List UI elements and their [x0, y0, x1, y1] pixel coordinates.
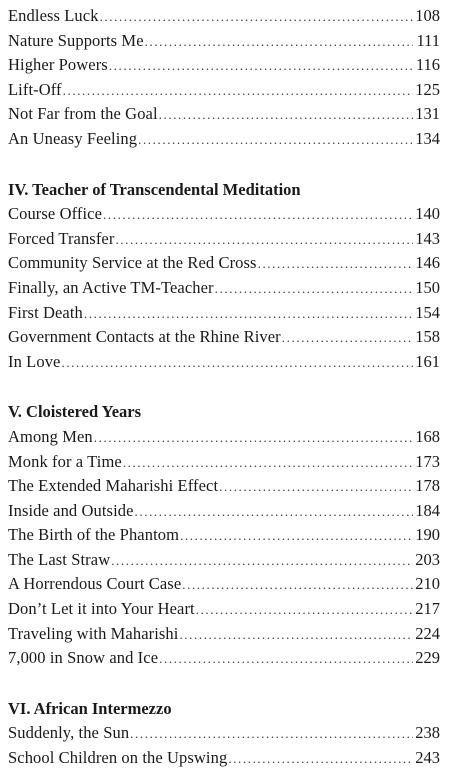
- entry-title: Course Office: [8, 204, 103, 224]
- dot-leader: [109, 54, 413, 79]
- entry-title: Government Contacts at the Rhine River: [8, 327, 281, 347]
- page-number: 116: [415, 55, 440, 75]
- toc-entry: [8, 425, 440, 450]
- dot-leader: [258, 252, 413, 277]
- page-number: 184: [415, 500, 440, 520]
- toc-entry: [8, 127, 440, 152]
- page-number: 229: [415, 648, 440, 668]
- dot-leader: [145, 30, 413, 55]
- entry-title: Lift-Off: [8, 79, 62, 99]
- page-number: 125: [415, 79, 440, 99]
- toc-entry: [8, 227, 440, 252]
- dot-leader: [100, 5, 413, 30]
- page-number: 210: [415, 574, 440, 594]
- entry-title: Traveling with Maharishi: [8, 623, 179, 643]
- entry-title: Endless Luck: [8, 6, 99, 25]
- entry-title: Forced Transfer: [8, 228, 115, 248]
- entry-title: Among Men: [8, 426, 93, 446]
- table-of-contents: [8, 4, 440, 771]
- dot-leader: [61, 351, 413, 376]
- toc-entry: [8, 721, 440, 746]
- entry-title: Inside and Outside: [8, 500, 134, 520]
- toc-entry: [8, 53, 440, 78]
- dot-leader: [196, 598, 413, 623]
- page-number: 203: [415, 549, 440, 569]
- entry-title: Finally, an Active TM-Teacher: [8, 277, 214, 297]
- dot-leader: [135, 500, 413, 525]
- entry-title: The Extended Maharishi Effect: [8, 476, 219, 496]
- dot-leader: [219, 475, 413, 500]
- toc-entry: [8, 622, 440, 647]
- toc-entry: [8, 548, 440, 573]
- page-number: 134: [415, 128, 440, 148]
- toc-entry: [8, 102, 440, 127]
- page-number: 178: [415, 476, 440, 496]
- page-number: 111: [416, 30, 440, 50]
- entry-title: Suddenly, the Sun: [8, 723, 130, 743]
- page-number: 143: [415, 228, 440, 248]
- entry-title: Don’t Let it into Your Heart: [8, 599, 195, 619]
- dot-leader: [159, 647, 413, 672]
- entry-title: The Birth of the Phantom: [8, 525, 180, 545]
- dot-leader: [94, 426, 413, 451]
- page-number: 238: [415, 723, 440, 743]
- dot-leader: [103, 203, 413, 228]
- section-heading: IV. Teacher of Transcendental Meditation: [8, 179, 301, 199]
- page-number: 161: [415, 351, 440, 371]
- page-number: 217: [415, 599, 440, 619]
- entry-title: Community Service at the Red Cross: [8, 253, 257, 273]
- page-number: 108: [415, 6, 440, 25]
- dot-leader: [215, 277, 413, 302]
- page-number: 131: [415, 104, 440, 124]
- toc-entry: [8, 450, 440, 475]
- toc-entry: [8, 276, 440, 301]
- section-heading: V. Cloistered Years: [8, 402, 142, 422]
- page-number: 190: [415, 525, 440, 545]
- dot-leader: [159, 103, 413, 128]
- entry-title: In Love: [8, 351, 61, 371]
- dot-leader: [179, 623, 413, 648]
- toc-entry: [8, 350, 440, 375]
- dot-leader: [180, 524, 413, 549]
- toc-entry: [8, 523, 440, 548]
- toc-entry: [8, 4, 440, 29]
- dot-leader: [130, 722, 413, 747]
- page-number: 154: [415, 302, 440, 322]
- entry-title: An Uneasy Feeling: [8, 128, 138, 148]
- toc-entry: [8, 499, 440, 524]
- toc-entry: [8, 646, 440, 671]
- entry-title: Nature Supports Me: [8, 30, 144, 50]
- toc-entry: [8, 202, 440, 227]
- dot-leader: [228, 747, 413, 772]
- page-number: 168: [415, 426, 440, 446]
- dot-leader: [111, 549, 413, 574]
- dot-leader: [282, 326, 413, 351]
- entry-title: A Horrendous Court Case: [8, 574, 182, 594]
- entry-title: Monk for a Time: [8, 451, 122, 471]
- dot-leader: [138, 128, 413, 153]
- page-number: 140: [415, 204, 440, 224]
- toc-entry: [8, 251, 440, 276]
- entry-title: Higher Powers: [8, 55, 108, 75]
- toc-entry: [8, 474, 440, 499]
- toc-entry: [8, 597, 440, 622]
- dot-leader: [123, 451, 413, 476]
- section-heading: VI. African Intermezzo: [8, 698, 172, 718]
- toc-entry: [8, 301, 440, 326]
- toc-entry: [8, 325, 440, 350]
- entry-title: The Last Straw: [8, 549, 111, 569]
- page-number: 224: [415, 623, 440, 643]
- page-number: 158: [415, 327, 440, 347]
- toc-entry: [8, 29, 440, 54]
- dot-leader: [115, 228, 413, 253]
- page-number: 243: [415, 748, 440, 768]
- page-number: 146: [415, 253, 440, 273]
- dot-leader: [63, 79, 413, 104]
- page-number: 173: [415, 451, 440, 471]
- entry-title: School Children on the Upswing: [8, 748, 228, 768]
- page-number: 150: [415, 277, 440, 297]
- toc-entry: [8, 746, 440, 771]
- dot-leader: [182, 573, 413, 598]
- entry-title: Not Far from the Goal: [8, 104, 158, 124]
- entry-title: First Death: [8, 302, 83, 322]
- entry-title: 7,000 in Snow and Ice: [8, 648, 159, 668]
- dot-leader: [84, 302, 413, 327]
- toc-entry: [8, 572, 440, 597]
- toc-entry: [8, 78, 440, 103]
